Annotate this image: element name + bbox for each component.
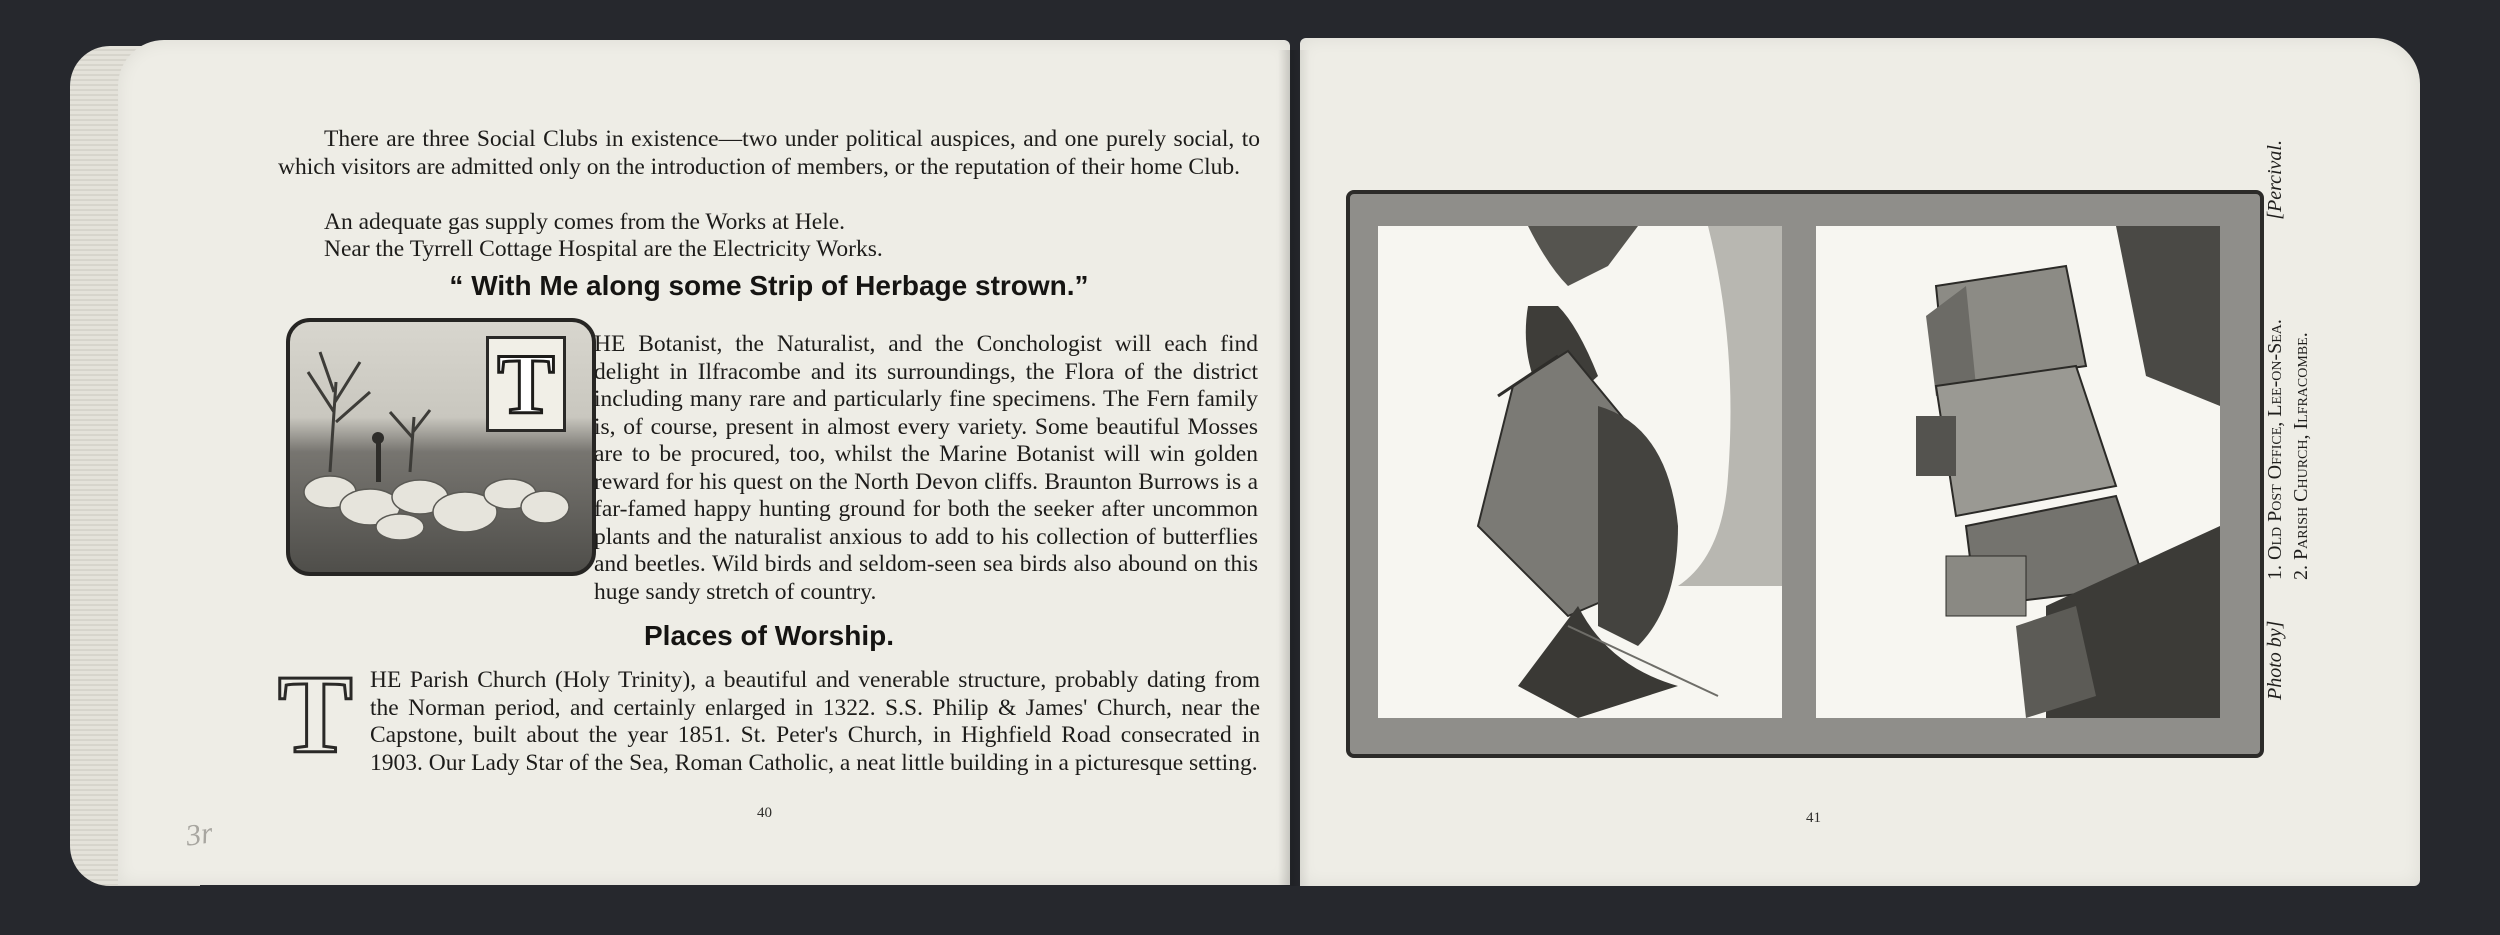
paragraph-hospital: Near the Tyrrell Cottage Hospital are the Electricity Works. xyxy=(324,236,883,262)
book-gutter xyxy=(1278,50,1310,886)
page-number-left: 40 xyxy=(757,805,772,821)
old-post-office-image xyxy=(1378,226,1782,718)
caption-line-2: 2. Parish Church, Ilfracombe. xyxy=(2290,332,2312,580)
caption-credit: Photo by] xyxy=(2264,620,2286,700)
photo-parish-church xyxy=(1816,226,2220,718)
ornamental-drop-cap: T xyxy=(278,653,353,777)
parish-church-image xyxy=(1816,226,2220,718)
paragraph-botanist: HE Botanist, the Naturalist, and the Conchologist will each find delight in Ilfracombe and its surroundings, the Flora of the district including many rare and particularly fine specimens. The Fern family is, of course, present in almost every variety. Some beautiful Mosses are to be procured, too, whilst the Marine Botanist will win golden reward for his quest on the North Devon cliffs. Braunton Burrows is a far-famed happy hunting ground for both the seeker after uncommon plants and the naturalist anxious to add to his collection of butterflies and beetles. Wild birds and seldom-seen sea birds also abound on this huge sandy stretch of country. xyxy=(594,331,1258,605)
photo-old-post-office xyxy=(1378,226,1782,718)
photo-plate xyxy=(1346,190,2264,758)
paragraph-gas-supply: An adequate gas supply comes from the Works at Hele. xyxy=(324,209,846,235)
paragraph-parish-church: HE Parish Church (Holy Trinity), a beautiful and venerable structure, probably dating from the Norman period, and certainly enlarged in 1322. S.S. Philip & James' Church, near the Capstone, built about the year 1851. St. Peter's Church, in Highfield Road consecrated in 1903. Our Lady Star of the Sea, Roman Catholic, a neat little building in a picturesque setting. xyxy=(370,667,1260,776)
sheep-vignette-illustration xyxy=(286,318,596,576)
pencil-mark: 3r xyxy=(183,816,215,853)
caption-photographer: [Percival. xyxy=(2264,140,2286,220)
heading-places-of-worship: Places of Worship. xyxy=(644,620,894,651)
page-number-right: 41 xyxy=(1806,810,1821,826)
caption-line-1: 1. Old Post Office, Lee-on-Sea. xyxy=(2264,319,2286,580)
heading-herbage: “ With Me along some Strip of Herbage strown.” xyxy=(449,270,1089,301)
decorative-initial-t xyxy=(486,336,566,432)
initial-letter: T xyxy=(497,336,555,432)
paragraph-social-clubs: There are three Social Clubs in existence—two under political auspices, and one purely social, to which visitors are admitted only on the introduction of members, or the reputation of their home Club. xyxy=(278,126,1260,180)
